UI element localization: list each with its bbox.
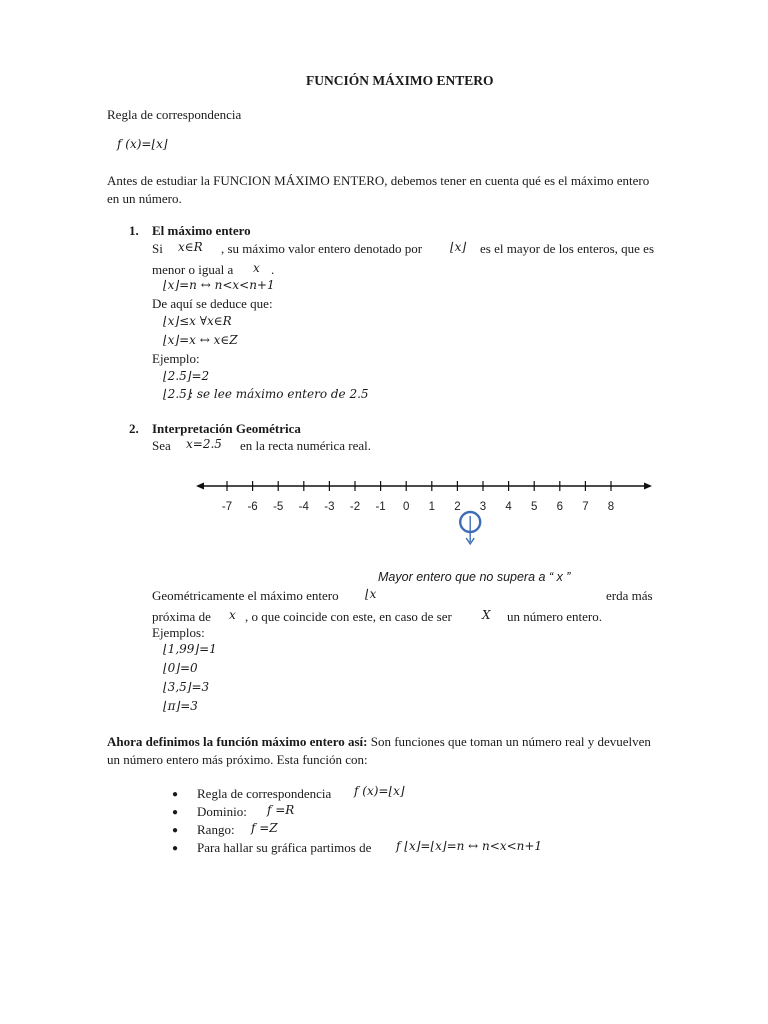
s1-period: . <box>271 262 275 277</box>
number-line-tick-label: 1 <box>428 501 436 513</box>
number-line-tick-label: 8 <box>607 501 615 513</box>
bullet-1-formula: f (x)=⌊x⌋ <box>354 784 405 798</box>
number-line-tick-label: 7 <box>582 501 589 513</box>
number-line-tick-label: -7 <box>221 501 233 513</box>
ahora-bold: Ahora definimos la función máximo entero así: <box>107 734 368 749</box>
s2-geo-line-2-end: un número entero. <box>507 609 602 624</box>
s1-prop-2: ⌊x⌋=x ↔ x∈Z <box>163 333 238 347</box>
s1-mid-text: , su máximo valor entero denotado por <box>221 241 423 256</box>
bullet-icon: ● <box>172 789 179 800</box>
s1-line-2: menor o igual a <box>152 262 234 277</box>
left-arrow-icon <box>196 483 204 490</box>
number-line-tick-label: -5 <box>273 501 284 513</box>
section-1-number: 1. <box>129 223 139 238</box>
page-title: FUNCIÓN MÁXIMO ENTERO <box>306 73 494 88</box>
s2-geo-line-1: Geométricamente el máximo entero <box>152 588 339 603</box>
s2-example-2: ⌊0⌋=0 <box>163 661 198 675</box>
s1-def-formula: ⌊x⌋=n ↔ n<x<n+1 <box>163 278 275 292</box>
s1-si: Si <box>152 241 163 256</box>
number-line-tick-label: 3 <box>479 501 487 513</box>
s1-prop-1: ⌊x⌋≤x ∀x∈R <box>163 314 232 328</box>
bullet-4-formula: f ⌊x⌋=⌊x⌋=n ↔ n<x<n+1 <box>396 839 543 853</box>
s1-deduce: De aquí se deduce que: <box>152 296 273 311</box>
s2-example-1: ⌊1,99⌋=1 <box>163 642 217 656</box>
bullet-3-formula: f =Z <box>251 821 278 835</box>
s1-floor-x: ⌊x⌋ <box>450 240 467 254</box>
regla-label: Regla de correspondencia <box>107 107 242 122</box>
number-line-tick-label: -2 <box>349 501 361 513</box>
section-2-heading: Interpretación Geométrica <box>152 421 301 436</box>
s2-geo-line-2: próxima de <box>152 609 211 624</box>
s2-sea-rest: en la recta numérica real. <box>240 438 371 453</box>
s2-example-4: ⌊π⌋=3 <box>163 699 198 713</box>
number-line <box>190 470 660 550</box>
section-2-number: 2. <box>129 421 139 436</box>
bullet-2-formula: f =R <box>267 803 295 817</box>
number-line-tick-label: 0 <box>402 501 410 513</box>
s2-sea-formula: x=2.5 <box>186 437 222 451</box>
ahora-line-2: un número entero más próximo. Esta función con: <box>107 752 368 767</box>
marker-caption: Mayor entero que no supera a “ x ” <box>378 570 571 584</box>
s1-end-text: es el mayor de los enteros, que es <box>480 241 655 256</box>
s1-example-2-floor: ⌊2.5⌋ <box>163 387 192 401</box>
bullet-2-text: Dominio: <box>197 804 247 819</box>
intro-line-1: Antes de estudiar la FUNCION MÁXIMO ENTERO, debemos tener en cuenta qué es el máximo entero <box>107 173 650 188</box>
number-line-tick-label: -1 <box>375 501 386 513</box>
regla-formula: f (x)=⌊x⌋ <box>117 137 168 151</box>
ahora-rest: Son funciones que toman un número real y devuelven <box>367 734 651 749</box>
s2-ejemplos-label: Ejemplos: <box>152 625 205 640</box>
s2-geo-var: ⌊x <box>365 587 377 601</box>
s2-sea: Sea <box>152 438 171 453</box>
number-line-tick-label: -6 <box>247 501 258 513</box>
bullet-icon: ● <box>172 843 179 854</box>
s2-geo-line-1-end: erda más <box>606 588 653 603</box>
bullet-icon: ● <box>172 825 179 836</box>
s1-x-var: x <box>253 261 260 275</box>
s1-x-in-r: x∈R <box>178 240 203 254</box>
bullet-icon: ● <box>172 807 179 818</box>
intro-line-2: en un número. <box>107 191 182 206</box>
s1-ejemplo-label: Ejemplo: <box>152 351 200 366</box>
ahora-line-1 <box>107 734 651 750</box>
section-1-heading: El máximo entero <box>152 223 251 238</box>
number-line-tick-label: 2 <box>454 501 461 513</box>
s2-geo-x: x <box>229 608 236 622</box>
right-arrow-icon <box>644 483 652 490</box>
s2-example-3: ⌊3,5⌋=3 <box>163 680 210 694</box>
s1-example-1: ⌊2.5⌋=2 <box>163 369 210 383</box>
number-line-tick-label: 5 <box>530 501 538 513</box>
number-line-tick-label: 6 <box>556 501 564 513</box>
number-line-tick-label: 4 <box>505 501 512 513</box>
bullet-1-text: Regla de correspondencia <box>197 786 332 801</box>
s2-geo-X: X <box>482 608 491 622</box>
number-line-tick-label: -3 <box>324 501 335 513</box>
s2-geo-line-2-mid: , o que coincide con este, en caso de ser <box>245 609 452 624</box>
bullet-3-text: Rango: <box>197 822 235 837</box>
bullet-4-text: Para hallar su gráfica partimos de <box>197 840 372 855</box>
number-line-tick-label: -4 <box>298 501 309 513</box>
s1-example-2-text: : se lee máximo entero de 2.5 <box>189 387 369 401</box>
